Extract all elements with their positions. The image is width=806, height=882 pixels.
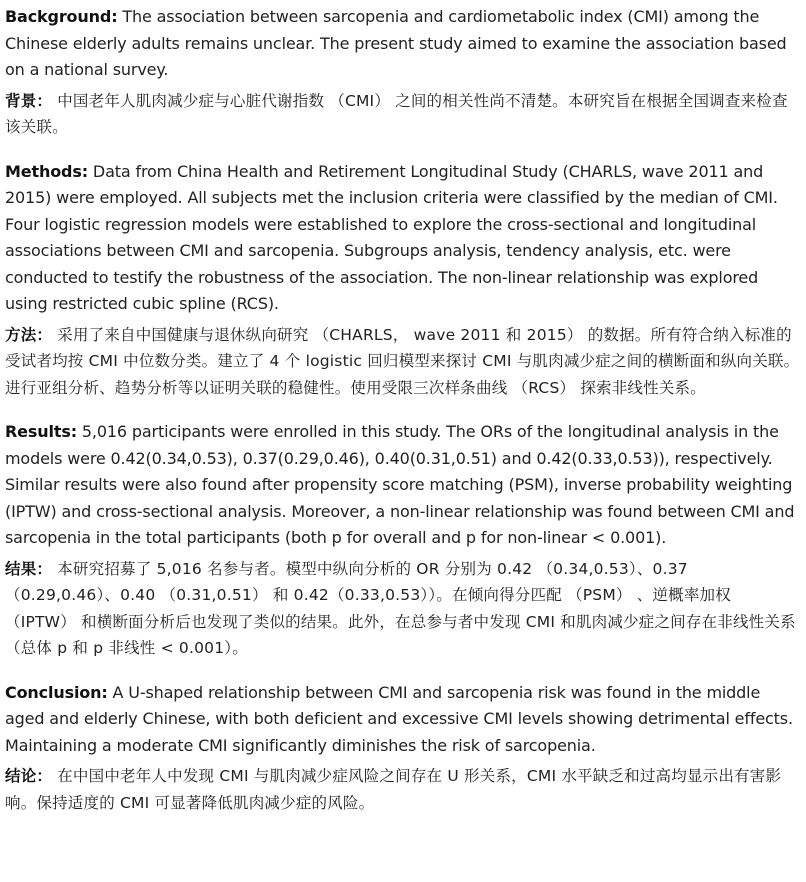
results-zh-paragraph [5,556,800,662]
conclusion-zh-text: 在中国中老年人中发现 CMI 与肌肉减少症风险之间存在 U 形关系，CMI 水平缺乏和过高均显示出有害影响。保持适度的 CMI 可显著降低肌肉减少症的风险。 [5,767,782,812]
background-zh-text: 中国老年人肌肉减少症与心脏代谢指数 （CMI） 之间的相关性尚不清楚。本研究旨在根据全国调查来检查该关联。 [5,91,788,136]
conclusion-zh-paragraph [5,763,800,816]
background-en-text: The association between sarcopenia and cardiometabolic index (CMI) among the Chinese elderly adults remains unclear. The present study aimed to examine the association based on a national survey. [5,7,787,79]
results-zh-text: 本研究招募了 5,016 名参与者。模型中纵向分析的 OR 分别为 0.42 （0.34,0.53）、0.37 （0.29,0.46）、0.40 （0.31,0.51） 和 0.42（0.33,0.53））。在倾向得分匹配 （PSM） 、逆概率加权 （IPTW） 和横断面分析后也发现了类似的结果。此外，在总参与者中发现 CMI 和肌肉减少症之间存在非线性关系 （总体 p 和 p 非线性 < 0.001）。 [5,559,796,657]
background-en-paragraph [5,4,800,84]
results-en-label: Results: [5,422,77,441]
conclusion-en-paragraph [5,680,800,760]
conclusion-section [5,680,800,817]
methods-zh-paragraph [5,322,800,402]
methods-section [5,159,800,402]
methods-en-text: Data from China Health and Retirement Longitudinal Study (CHARLS, wave 2011 and 2015) were employed. All subjects met the inclusion criteria were classified by the median of CMI. Four logistic regression models were established to explore the cross-sectional and longitudinal associations between CMI and sarcopenia. Subgroups analysis, tendency analysis, etc. were conducted to testify the robustness of the association. The non-linear relationship was explored using restricted cubic spline (RCS). [5,161,778,313]
conclusion-en-text: A U-shaped relationship between CMI and sarcopenia risk was found in the middle aged and elderly Chinese, with both deficient and excessive CMI levels showing detrimental effects. Maintaining a moderate CMI significantly diminishes the risk of sarcopenia. [5,682,793,755]
conclusion-zh-label: 结论： [5,767,53,785]
background-section [5,4,800,141]
results-section [5,419,800,662]
conclusion-en-label: Conclusion: [5,682,108,702]
results-en-paragraph [5,419,800,552]
background-zh-label: 背景： [5,91,53,110]
methods-zh-label: 方法： [5,325,53,344]
methods-en-paragraph [5,159,800,318]
results-zh-label: 结果： [5,559,53,578]
methods-en-label: Methods: [5,161,88,181]
section-spacer [5,662,800,680]
results-en-text: 5,016 participants were enrolled in this study. The ORs of the longitudinal analysis in the models were 0.42(0.34,0.53), 0.37(0.29,0.46), 0.40(0.31,0.51) and 0.42(0.33,0.53)), respectively. Similar results were also found after propensity score matching (PSM), inverse probability weighting (IPTW) and cross-sectional analysis. Moreover, a non-linear relationship was found between CMI and sarcopenia in the total participants (both p for overall and p for non-linear < 0.001). [5,422,795,547]
background-zh-paragraph [5,88,800,141]
methods-zh-text: 采用了来自中国健康与退休纵向研究 （CHARLS， wave 2011 和 2015） 的数据。所有符合纳入标准的受试者均按 CMI 中位数分类。建立了 4 个 logistic 回归模型来探讨 CMI 与肌肉减少症之间的横断面和纵向关联。进行亚组分析、趋势分析等以证明关联的稳健性。使用受限三次样条曲线 （RCS） 探索非线性关系。 [5,325,800,397]
background-en-label: Background: [5,7,118,26]
section-spacer [5,401,800,419]
section-spacer [5,141,800,159]
